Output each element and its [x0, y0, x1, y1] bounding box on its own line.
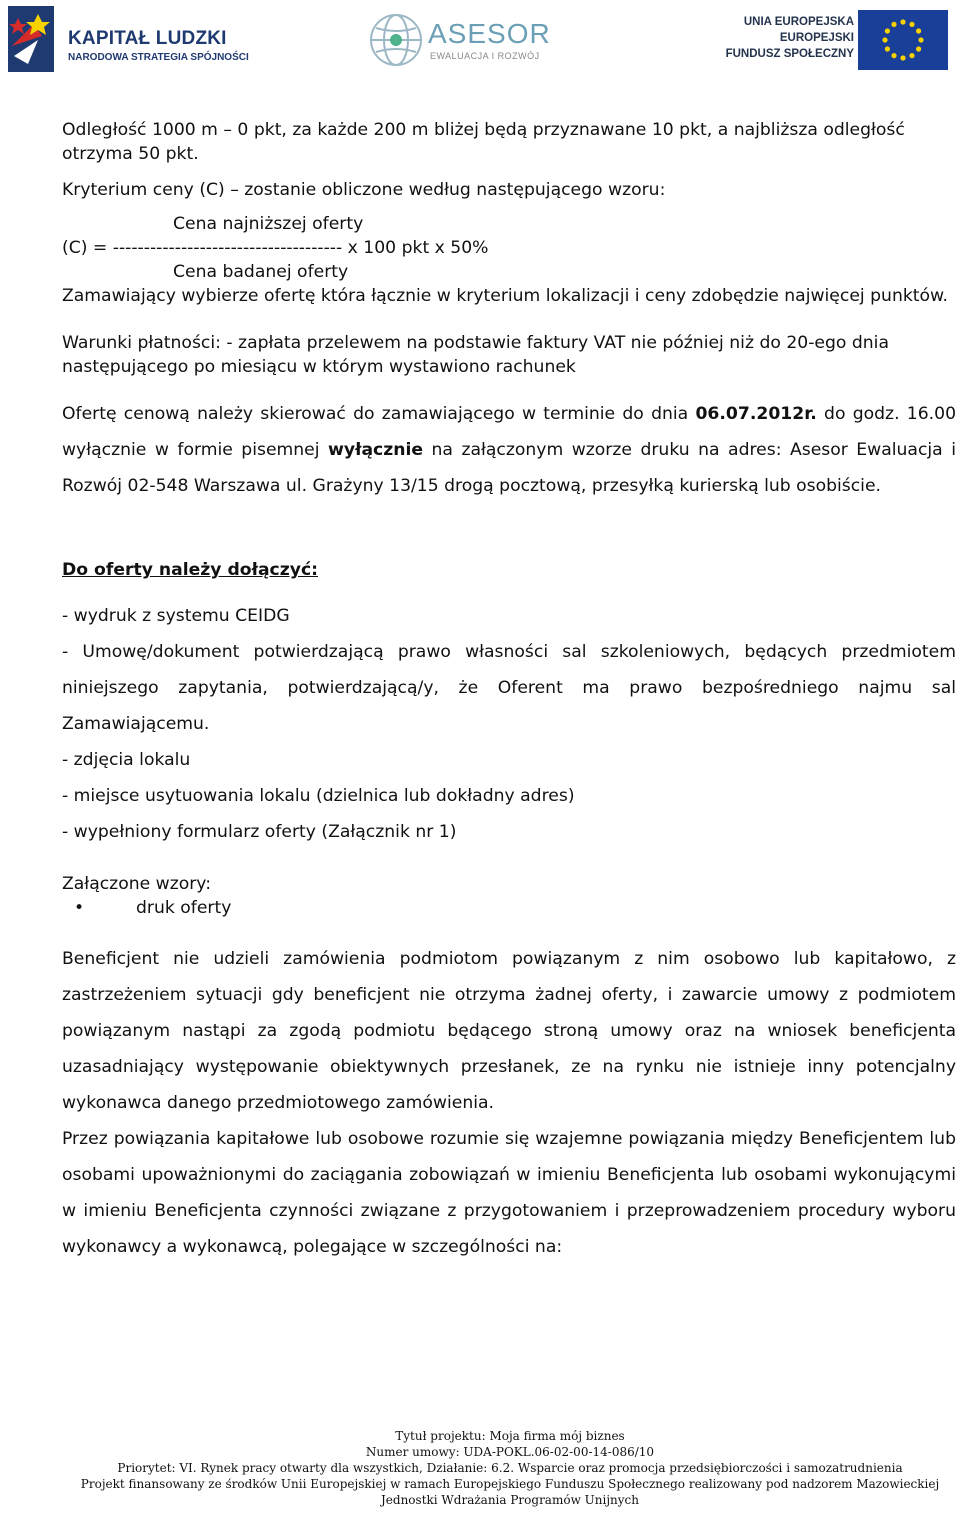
eu-flag-icon: [858, 10, 948, 70]
document-body: [62, 118, 956, 1265]
kapital-ludzki-subtitle: NARODOWA STRATEGIA SPÓJNOŚCI: [68, 52, 249, 63]
list-item: - zdjęcia lokalu: [62, 750, 191, 770]
footer-funding: Projekt finansowany ze środków Unii Europejskiej w ramach Europejskiego Funduszu Społecznego realizowany pod nadzorem Mazowieckiej: [80, 1477, 940, 1491]
price-criterion-intro: Kryterium ceny (C) – zostanie obliczone według następującego wzoru:: [62, 180, 666, 200]
submission-bold: wyłącznie: [328, 440, 424, 460]
attachments-heading: Do oferty należy dołączyć:: [62, 560, 318, 580]
footer-contract-number: Numer umowy: UDA-POKL.06-02-00-14-086/10: [365, 1445, 655, 1459]
eu-text: [726, 14, 854, 62]
kapital-ludzki-logo: [8, 6, 248, 72]
selection-paragraph: Zamawiający wybierze ofertę która łącznie w kryterium lokalizacji i ceny zdobędzie najwięcej punktów.: [62, 286, 948, 306]
kapital-ludzki-title: KAPITAŁ LUDZKI: [68, 28, 227, 49]
bullet-item-text: druk oferty: [136, 898, 232, 918]
attached-templates-label: Załączone wzory:: [62, 874, 212, 894]
submission-text-b: do godz. 16.00 wyłącznie w formie pisemnej: [62, 404, 957, 460]
distance-criterion: Odległość 1000 m – 0 pkt, za każde 200 m bliżej będą przyznawane 10 pkt, a najbliższa odległość otrzyma 50 pkt.: [62, 120, 905, 164]
bullet-icon: •: [74, 898, 85, 918]
bullet-list-item: [62, 896, 956, 920]
payment-terms: Warunki płatności: - zapłata przelewem na podstawie faktury VAT nie później niż do 20-ego dnia następującego po miesiącu w którym wystawiono rachunek: [62, 333, 889, 377]
footer-project-title: Tytuł projektu: Moja firma mój biznes: [395, 1429, 625, 1443]
deadline-date: 06.07.2012r.: [695, 404, 817, 424]
submission-paragraph: [62, 396, 956, 504]
submission-text-a: Ofertę cenową należy skierować do zamawiającego w terminie do dnia: [62, 404, 696, 424]
capital-links-paragraph: Przez powiązania kapitałowe lub osobowe rozumie się wzajemne powiązania między Beneficjentem lub osobami upoważnionymi do zaciągania zobowiązań w imieniu Beneficjenta lub osobami wykonującymi w imieniu Beneficjenta czynności związane z przygotowaniem i przeprowadzeniem procedury wyboru wykonawcy a wykonawcą, polegające w szczególności na:: [62, 1129, 956, 1257]
asesor-logo: [368, 12, 568, 72]
asesor-globe-icon: [368, 12, 424, 68]
page-footer: [0, 1428, 960, 1508]
kapital-ludzki-emblem-icon: [8, 6, 60, 72]
list-item: - wydruk z systemu CEIDG: [62, 606, 290, 626]
eu-line-3: FUNDUSZ SPOŁECZNY: [725, 48, 854, 60]
eu-line-1: UNIA EUROPEJSKA: [743, 16, 854, 28]
formula-equation: (C) = ------------------------------------- x 100 pkt x 50%: [62, 238, 489, 258]
list-item: - Umowę/dokument potwierdzającą prawo własności sal szkoleniowych, będących przedmiotem niniejszego zapytania, potwierdzającą/y, że Oferent ma prawo bezpośredniego najmu sal Zamawiającemu.: [62, 642, 956, 734]
formula-numerator: Cena najniższej oferty: [173, 214, 364, 234]
eu-logo: [725, 10, 952, 72]
footer-priority: Priorytet: VI. Rynek pracy otwarty dla wszystkich, Działanie: 6.2. Wsparcie oraz promocja przedsiębiorczości i samozatrudnienia: [117, 1461, 903, 1475]
related-entities-paragraph: Beneficjent nie udzieli zamówienia podmiotom powiązanym z nim osobowo lub kapitałowo, z zastrzeżeniem sytuacji gdy beneficjent nie otrzyma żadnej oferty, i zawarcie umowy z podmiotem powiązanym nastąpi za zgodą podmiotu będącego stroną umowy oraz na wniosek beneficjenta uzasadniający występowanie obiektywnych przesłanek, ze na rynku nie istnieje inny potencjalny wykonawca danego przedmiotowego zamówienia.: [62, 949, 956, 1113]
asesor-title: ASESOR: [428, 18, 551, 49]
list-item: - miejsce usytuowania lokalu (dzielnica lub dokładny adres): [62, 786, 575, 806]
formula-denominator: Cena badanej oferty: [173, 262, 349, 282]
page-header: [0, 0, 960, 80]
list-item: - wypełniony formularz oferty (Załącznik nr 1): [62, 822, 457, 842]
asesor-subtitle: EWALUACJA I ROZWÓJ: [430, 51, 540, 61]
eu-line-2: EUROPEJSKI: [779, 32, 854, 44]
submission-text-c: na załączonym wzorze druku na adres: Asesor Ewaluacja i Rozwój 02-548 Warszawa ul. Grażyny 13/15 drogą pocztową, przesyłką kurierską lub osobiście.: [62, 440, 956, 496]
footer-agency: Jednostki Wdrażania Programów Unijnych: [380, 1493, 640, 1507]
